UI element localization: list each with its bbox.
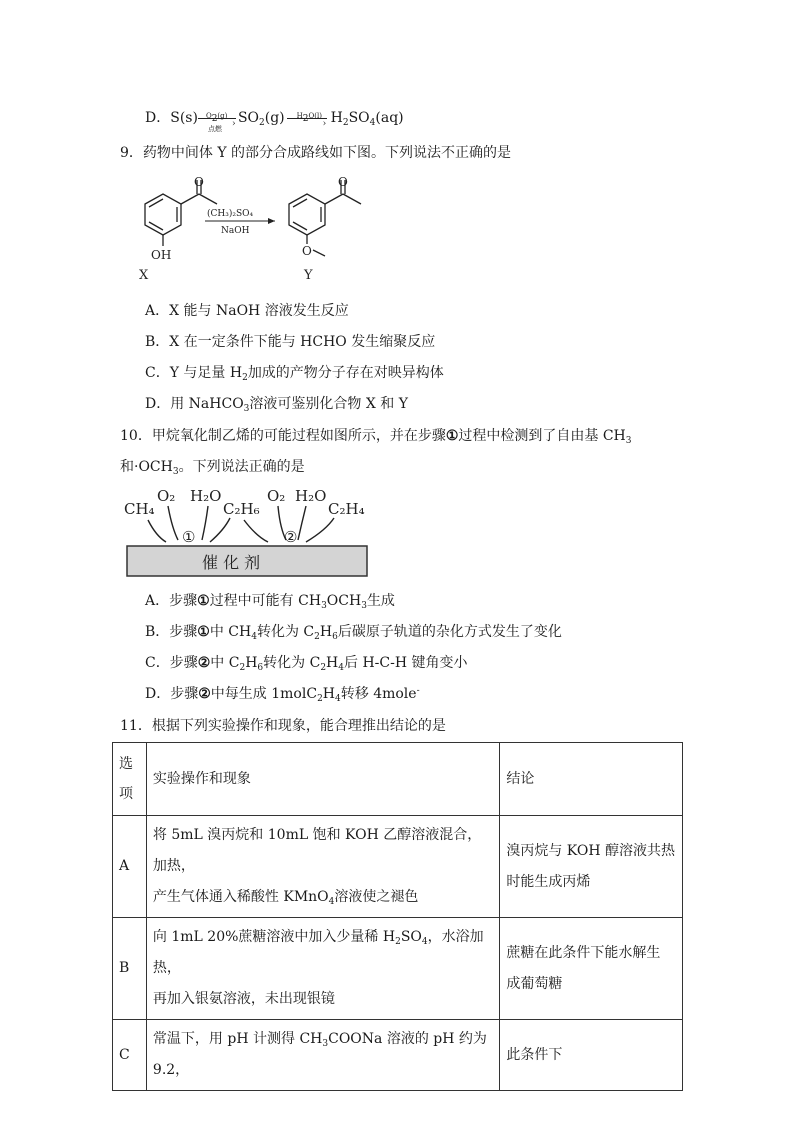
c2h6-label: C₂H₆ — [223, 500, 260, 518]
table-row — [113, 816, 683, 918]
row-operation: 向 1mL 20%蔗糖溶液中加入少量稀 $H_2SO_4$，水浴加热， 再加入银氨溶液，未出现银镜 — [146, 918, 499, 1020]
h2o-label-2: H₂O — [295, 487, 327, 505]
catalyst-label: 催 化 剂 — [202, 553, 261, 572]
q10-option-c: C．步骤②中 $C_2H_6$转化为 $C_2H_4$后 H-C-H 键角变小 — [145, 655, 468, 673]
o2-label-2: O₂ — [267, 487, 286, 505]
arrow-step2-h2o — [298, 506, 306, 540]
header-option: 选项 — [113, 743, 147, 816]
y-label: Y — [304, 268, 313, 283]
header-conclusion: 结论 — [500, 743, 683, 816]
table-header-row — [113, 743, 683, 816]
step1-marker: ① — [182, 528, 196, 546]
reaction-arrowhead — [268, 218, 275, 224]
table-row — [113, 1020, 683, 1091]
o2-label-1: O₂ — [157, 487, 176, 505]
x-carbonyl-o: O — [194, 175, 204, 189]
row-option: C — [113, 1020, 147, 1091]
q9-option-d: D．用 NaHCO$_3$溶液可鉴别化合物 X 和 Y — [145, 396, 408, 414]
row-conclusion: 蔗糖在此条件下能水解生 成葡萄糖 — [500, 918, 683, 1020]
y-carbonyl-o: O — [338, 175, 348, 189]
reaction-arrow-2: $H_2O(l)$ › — [285, 108, 331, 128]
arrow-o2-1-down — [168, 506, 178, 540]
q8-option-d: D．S(s) $O_2(g)$ › 点燃 $SO_2(g)$ $H_2O(l)$ › $H_2SO_4(aq)$ — [145, 110, 404, 133]
q10-stem-line1: 10．甲烷氧化制乙烯的可能过程如图所示，并在步骤①过程中检测到了自由基 $CH_3$ — [120, 428, 632, 446]
row-conclusion: 溴丙烷与 KOH 醇溶液共热 时能生成丙烯 — [500, 816, 683, 918]
synthesis-route-diagram — [115, 174, 375, 286]
arrow-ch4-down — [148, 520, 166, 542]
arrow-step1-c2h6 — [210, 518, 230, 542]
q11-stem: 11．根据下列实验操作和现象，能合理推出结论的是 — [120, 718, 446, 734]
molecule-y — [289, 180, 361, 256]
x-label: X — [139, 268, 149, 283]
arrow-step1-h2o — [202, 506, 208, 540]
table-row — [113, 918, 683, 1020]
x-oh-label: OH — [151, 248, 172, 262]
c2h4-label: C₂H₄ — [328, 500, 365, 518]
arrow-c2h6-down — [244, 520, 268, 542]
q10-stem-line2: 和$\cdot OCH_3$。下列说法正确的是 — [120, 459, 305, 477]
header-operation: 实验操作和现象 — [146, 743, 499, 816]
row-option: B — [113, 918, 147, 1020]
reagent-top: (CH₃)₂SO₄ — [207, 209, 254, 219]
h2o-label-1: H₂O — [190, 487, 222, 505]
arrow-step2-c2h4 — [306, 518, 334, 542]
row-operation: 将 5mL 溴丙烷和 10mL 饱和 KOH 乙醇溶液混合，加热， 产生气体通入稀酸性 KMnO$_4$溶液使之褪色 — [146, 816, 499, 918]
ch4-label: CH₄ — [124, 500, 155, 518]
q9-option-b: B．X 在一定条件下能与 HCHO 发生缩聚反应 — [145, 334, 436, 350]
step2-marker: ② — [284, 528, 298, 546]
q9-stem: 9．药物中间体 Y 的部分合成路线如下图。下列说法不正确的是 — [120, 145, 512, 161]
experiment-table — [112, 742, 683, 1091]
row-option: A — [113, 816, 147, 918]
q10-option-a: A．步骤①过程中可能有 $CH_3OCH_3$生成 — [145, 593, 395, 611]
methane-oxidation-diagram — [120, 484, 380, 584]
reagent-bottom: NaOH — [221, 226, 250, 236]
y-ether-o: O — [302, 244, 312, 258]
q10-option-b: B．步骤①中 $CH_4$转化为 $C_2H_6$后碳原子轨道的杂化方式发生了变化 — [145, 624, 562, 642]
q10-option-d: D．步骤②中每生成 $1molC_2H_4$转移 4mole- — [145, 686, 420, 704]
row-operation: 常温下，用 pH 计测得 $CH_3COONa$ 溶液的 pH 约为 9.2， — [146, 1020, 499, 1091]
q9-option-c: C．Y 与足量 $H_2$加成的产物分子存在对映异构体 — [145, 365, 444, 383]
reaction-arrow-1: $O_2(g)$ › 点燃 — [198, 108, 238, 128]
q9-option-a: A．X 能与 NaOH 溶液发生反应 — [145, 303, 349, 319]
row-conclusion: 此条件下 — [500, 1020, 683, 1091]
